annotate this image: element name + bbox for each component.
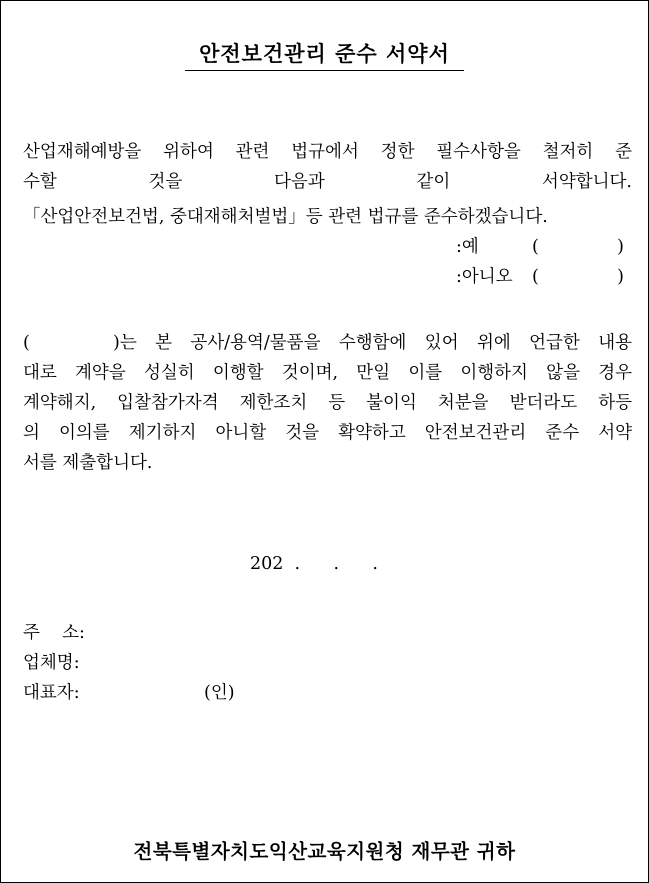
pledge-line-1	[23, 328, 632, 358]
intro-line-2: 수할 것을 다음과 같이 서약합니다.	[23, 172, 632, 192]
choice-yes-box[interactable]	[532, 232, 624, 262]
choice-no-box[interactable]	[532, 262, 624, 292]
addressee: 전북특별자치도익산교육지원청 재무관 귀하	[133, 840, 516, 863]
title-text: 안전보건관리 준수 서약서	[185, 38, 464, 71]
pledge-line-1-text: )는 본 공사/용역/물품을 수행함에 있어 위에 언급한 내용	[113, 333, 632, 353]
document-title	[0, 38, 649, 71]
representative-label: 대표자:	[23, 683, 80, 703]
intro-line-3: 「산업안전보건법, 중대재해처벌법」등 관련 법규를 준수하겠습니다.	[23, 207, 548, 227]
pledge-line-5: 서를 제출합니다.	[23, 453, 153, 473]
seal-mark: (인)	[204, 683, 235, 703]
company-name-label: 업체명:	[23, 653, 80, 673]
pledge-paragraph	[23, 328, 632, 478]
intro-line-1: 산업재해예방을 위하여 관련 법규에서 정한 필수사항을 철저히 준	[23, 142, 632, 162]
choice-yes-label: :예	[456, 237, 479, 257]
pledge-line-2: 대로 계약을 성실히 이행할 것이며, 만일 이를 이행하지 않을 경우	[23, 363, 632, 383]
pledge-line-3: 계약해지, 입찰참가자격 제한조치 등 불이익 처분을 받더라도 하등	[23, 393, 632, 413]
intro-paragraph	[23, 137, 632, 197]
contractor-name-blank[interactable]: (	[23, 333, 30, 353]
address-label: 주 소:	[23, 623, 85, 643]
choice-yes-open-paren: (	[532, 237, 539, 257]
choice-yes-close-paren: )	[617, 237, 624, 257]
pledge-line-4: 의 이의를 제기하지 아니할 것을 확약하고 안전보건관리 준수 서약	[23, 423, 632, 443]
choice-no-open-paren: (	[532, 267, 539, 287]
law-compliance-line	[23, 202, 632, 232]
date-field[interactable]: 202 . . .	[250, 554, 378, 574]
choice-no-label: :아니오	[456, 267, 513, 287]
choice-no[interactable]	[456, 262, 624, 292]
choice-no-close-paren: )	[617, 267, 624, 287]
choice-yes[interactable]	[456, 232, 624, 262]
